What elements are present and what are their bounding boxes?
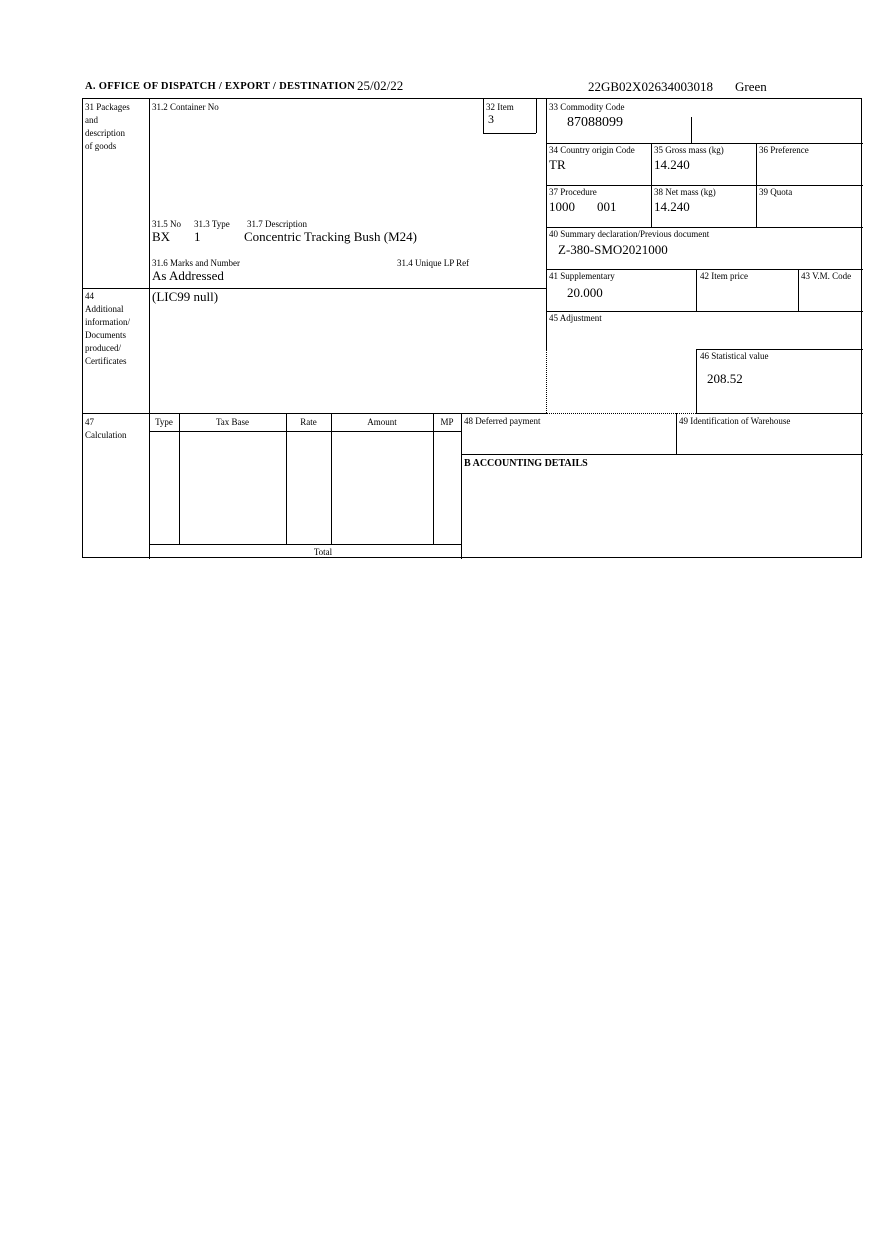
net-mass-label: 38 Net mass (kg) <box>654 187 716 197</box>
box47-label-line: Calculation <box>85 430 127 440</box>
commodity-code-value: 87088099 <box>567 115 623 130</box>
packages-no-label: 31.5 No <box>152 219 181 229</box>
unique-lp-ref-label: 31.4 Unique LP Ref <box>397 258 470 268</box>
calc-col-amount: Amount <box>367 417 397 427</box>
box44-label-line: 44 <box>85 291 94 301</box>
grid-line <box>696 349 863 350</box>
box31-left-label <box>85 101 147 153</box>
calc-total-label: Total <box>313 547 333 557</box>
statistical-value-label: 46 Statistical value <box>700 351 769 361</box>
grid-line <box>149 431 461 432</box>
adjustment-label: 45 Adjustment <box>549 313 602 323</box>
preference-label: 36 Preference <box>759 145 809 155</box>
box31-label-line: description <box>85 128 125 138</box>
grid-line <box>546 185 863 186</box>
deferred-payment-label: 48 Deferred payment <box>464 416 541 426</box>
box47-label-line: 47 <box>85 417 94 427</box>
box44-label-line: Additional <box>85 304 124 314</box>
warehouse-id-label: 49 Identification of Warehouse <box>679 416 791 426</box>
quota-label: 39 Quota <box>759 187 793 197</box>
calc-col-tax-base: Tax Base <box>215 417 250 427</box>
grid-line <box>433 413 434 544</box>
grid-line <box>461 413 462 559</box>
grid-line-dotted <box>546 413 696 414</box>
grid-line <box>696 413 863 414</box>
movement-reference-number: 22GB02X02634003018 <box>588 79 713 94</box>
grid-line <box>149 544 461 545</box>
item-number-label: 32 Item <box>486 102 514 112</box>
grid-line <box>546 269 863 270</box>
procedure-value-2: 001 <box>597 199 617 214</box>
sad-form-grid <box>82 98 862 558</box>
country-origin-value: TR <box>549 157 566 172</box>
box31-label-line: 31 Packages <box>85 102 130 112</box>
calc-col-type: Type <box>155 417 173 427</box>
grid-line <box>331 413 332 544</box>
office-of-dispatch-header: A. OFFICE OF DISPATCH / EXPORT / DESTINATION <box>85 81 356 92</box>
container-no-label: 31.2 Container No <box>152 102 219 112</box>
additional-info-value: (LIC99 null) <box>152 289 219 304</box>
grid-line <box>483 99 484 133</box>
grid-line <box>756 143 757 227</box>
item-number-value: 3 <box>488 112 494 126</box>
grid-line <box>546 143 863 144</box>
grid-line <box>696 349 697 413</box>
country-origin-label: 34 Country origin Code <box>549 145 635 155</box>
grid-line <box>651 143 652 227</box>
grid-line <box>461 454 863 455</box>
net-mass-value: 14.240 <box>654 199 690 214</box>
box44-label-line: Certificates <box>85 356 127 366</box>
item-price-label: 42 Item price <box>700 271 748 281</box>
goods-description-value: Concentric Tracking Bush (M24) <box>244 229 417 244</box>
grid-line <box>691 117 692 143</box>
grid-line <box>149 99 150 559</box>
declaration-date: 25/02/22 <box>357 78 404 93</box>
grid-line <box>546 227 863 228</box>
box44-left-label <box>85 290 147 368</box>
accounting-details-label: B ACCOUNTING DETAILS <box>464 458 588 469</box>
gross-mass-value: 14.240 <box>654 157 690 172</box>
gross-mass-label: 35 Gross mass (kg) <box>654 145 724 155</box>
statistical-value-value: 208.52 <box>707 371 743 386</box>
packages-no-value: BX <box>152 229 171 244</box>
box31-label-line: of goods <box>85 141 117 151</box>
box44-label-line: produced/ <box>85 343 121 353</box>
grid-line <box>696 269 697 311</box>
grid-line <box>546 311 863 312</box>
box31-label-line: and <box>85 115 98 125</box>
summary-declaration-label: 40 Summary declaration/Previous document <box>549 229 710 239</box>
box44-label-line: information/ <box>85 317 130 327</box>
marks-and-number-label: 31.6 Marks and Number <box>152 258 240 268</box>
grid-line <box>483 133 536 134</box>
packages-type-label: 31.3 Type <box>194 219 230 229</box>
commodity-code-label: 33 Commodity Code <box>549 102 625 112</box>
supplementary-units-value: 20.000 <box>567 285 603 300</box>
grid-line <box>536 99 537 133</box>
vm-code-label: 43 V.M. Code <box>801 271 852 281</box>
grid-line <box>286 413 287 544</box>
summary-declaration-value: Z-380-SMO2021000 <box>558 242 668 257</box>
routing-status: Green <box>735 79 767 94</box>
grid-line <box>83 413 546 414</box>
grid-line <box>179 413 180 544</box>
procedure-label: 37 Procedure <box>549 187 597 197</box>
marks-and-number-value: As Addressed <box>152 268 224 283</box>
calc-col-mp: MP <box>440 417 454 427</box>
supplementary-units-label: 41 Supplementary <box>549 271 615 281</box>
grid-line <box>676 413 677 454</box>
box47-left-label <box>85 416 147 442</box>
goods-description-label: 31.7 Description <box>247 219 307 229</box>
box44-label-line: Documents <box>85 330 126 340</box>
calc-col-rate: Rate <box>300 417 317 427</box>
grid-line <box>798 269 799 311</box>
procedure-value: 1000 <box>549 199 575 214</box>
packages-type-value: 1 <box>194 229 201 244</box>
grid-line-dotted <box>546 349 547 413</box>
